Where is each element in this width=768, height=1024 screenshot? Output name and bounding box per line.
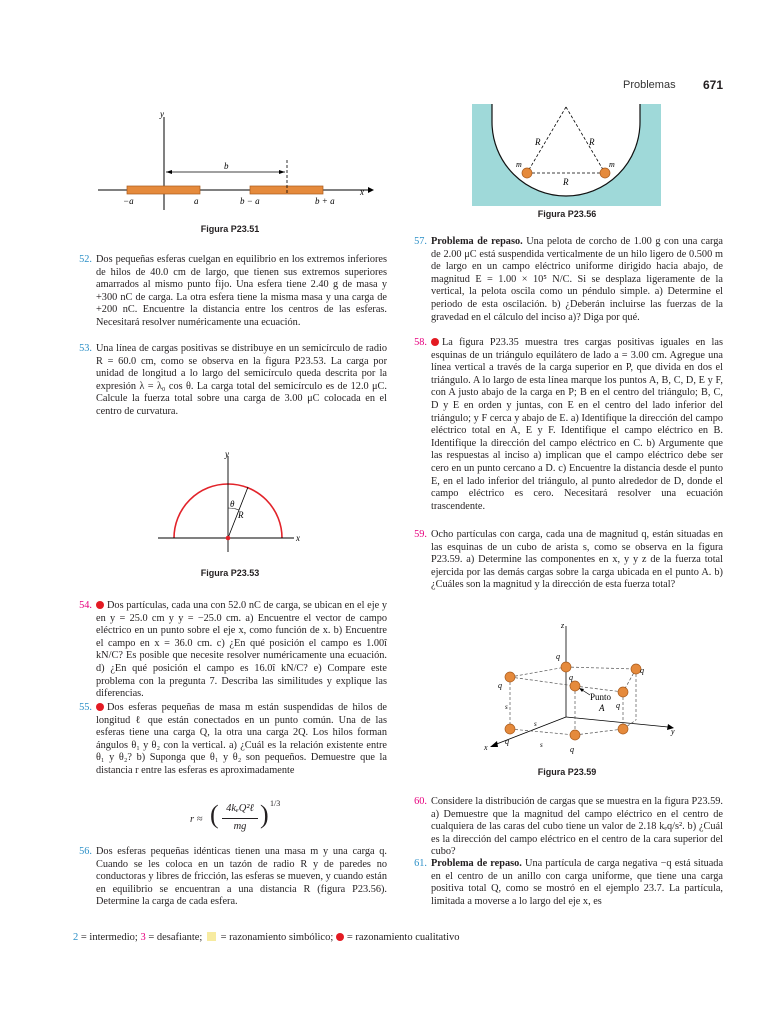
edge-label-s: s [505,703,508,711]
figure-p23-56 [468,104,665,206]
symbolic-reasoning-icon [207,932,216,941]
qualitative-reasoning-icon [431,338,439,346]
problem-53 [79,343,387,419]
axis-label-y: y [160,109,164,119]
problem-text: Ocho partículas con carga, cada una de magnitud q, están situadas en las esquinas de un cubo de arista s, como se observa en la figura P23.59. a) Determine las componentes en x, y y z de la fuerza total ejercida por las demás cargas sobre la carga ubicada en el punto A. b) ¿Cuáles son la magnitud y la dirección de esta fuerza total? [431,529,723,591]
problem-text: Una pelota de corcho de 1.00 g con una carga de 2.00 μC está suspendida verticalmente de un hilo ligero de 0.500 m de largo en un campo eléctrico uniforme dirigido hacia abajo, de magnitud E = 1.00 × 10⁵ N/C. Si se desplaza ligeramente de la vertical, la pelota oscila como un péndulo simple. a) Determine el periodo de esta oscilación. b) ¿Deberán incluirse las fuerzas de la gravedad en el cálculo del inciso a)? Diga por qué. [431,236,723,323]
problem-number: 60. [414,796,427,807]
axis-label-x: x [484,743,488,752]
charge-label: q [570,745,574,754]
problem-59 [414,529,723,592]
legend-challenging-number: 3 [140,932,146,943]
problem-55 [79,702,387,778]
formula-numerator: 4kₑQ²ℓ [226,803,254,814]
figure-p23-53 [150,446,310,558]
legend-intermediate-number: 2 [73,932,79,943]
problem-number: 54. [79,600,92,611]
problem-text: La figura P23.35 muestra tres cargas positivas iguales en las esquinas de un triángulo equilátero de lado a = 3.00 cm. Agregue una línea vertical a través de la carga superior en P, que divida en dos el triángulo. A lo largo de esta línea marque los puntos A, B, C, D, E y F, con A justo abajo de la carga en P; B en el centro del triángulo; B, C, D y E en orden y juntas, con E en el centro del lado inferior del triángulo; y F cerca y abajo de E. a) Identifique la dirección del campo eléctrico total en A, E y F. Identifique el campo eléctrico en B. Identifique la dirección del campo eléctrico en C. b) Argumente que las respuestas al inciso a) implican que el campo eléctrico debe ser cero en un punto cercano a D. c) Encuentre la distancia desde el punto E, en el lado inferior del triángulo, al punto alrededor de D, donde el campo eléctrico es cero. Necesitará resolver una ecuación trascendente. [431,337,723,512]
legend-symbolic: = razonamiento simbólico; [220,932,334,943]
problem-number: 56. [79,846,92,857]
problem-text: Considere la distribución de cargas que se muestra en la figura P23.59. a) Demuestre que la magnitud del campo eléctrico en el centro de cualquiera de las caras del cubo tiene un valor de 2.18 kₑq/s². b) ¿Cuál es la dirección del campo eléctrico en el centro de la cara superior del cubo? [431,796,723,858]
problem-56 [79,846,387,909]
tick-a: a [194,196,199,206]
charge-label: q [616,701,620,710]
axis-label-y: y [225,449,229,459]
tick-b-plus-a: b + a [315,196,335,206]
charge-label: q [556,652,560,661]
caption-p23-51: Figura P23.51 [200,224,260,234]
axis-label-x: x [360,187,364,197]
problem-text: Una partícula de carga negativa −q está situada en el centro de un anillo con carga uniforme, que tiene una carga positiva total Q, como se mostró en el ejemplo 23.7. La partícula, limitada a moverse a lo largo del eje x, es [431,858,724,907]
label-m-left: m [516,160,522,169]
formula-exponent: 1/3 [270,799,281,808]
tick-b-minus-a: b − a [240,196,260,206]
problem-title: Problema de repaso. [431,858,522,869]
qualitative-reasoning-icon [96,601,104,609]
problem-61 [414,858,724,908]
label-punto: Punto [590,692,612,702]
problem-number: 61. [414,858,427,869]
formula-denominator: mg [233,821,247,832]
label-b: b [224,161,229,171]
charge-label: q [569,673,573,682]
problem-text: Dos esferas pequeñas de masa m están suspendidas de hilos de longitud ℓ que están conectados en un punto común. Una de las esferas tiene una carga Q, la otra una carga 2Q. Los hilos forman ángulos θ₁ y θ₂ con la vertical. a) ¿Cuál es la relación existente entre θ₁ y θ₂? b) Suponga que θ₁ y θ₂ son pequeños. Demuestre que la distancia r entre las esferas es aproximadamente [96,702,387,776]
axis-label-z: z [561,622,565,630]
charge-label: q [640,666,644,675]
left-paren-icon: ( [210,800,219,829]
problem-58 [414,337,723,513]
figure-p23-59 [478,622,678,767]
problem-57 [414,236,723,324]
fraction-bar [222,818,258,819]
right-paren-icon: ) [260,800,269,829]
axis-label-x: x [296,533,300,543]
problem-number: 53. [79,343,92,354]
charge-label: q [498,681,502,690]
label-r-right: R [589,137,595,147]
problem-text: Una línea de cargas positivas se distribuye en un semicírculo de radio R = 60.0 cm, como se observa en la figura P23.53. La carga por unidad de longitud a lo largo del semicírculo queda descrita por la expresión λ = λ₀ cos θ. La carga total del semicírculo es de 12.0 μC. Calcule la fuerza total sobre una carga de 3.00 μC colocada en el centro de curvatura. [96,343,387,417]
problem-54 [79,600,387,701]
axis-label-y: y [671,727,675,736]
label-r: R [238,510,244,520]
label-point-a: A [599,703,605,713]
qualitative-reasoning-icon [96,703,104,711]
problem-number: 57. [414,236,427,247]
problem-number: 52. [79,254,92,265]
edge-label-s: s [540,741,543,749]
problem-60 [414,796,723,859]
formula-r [180,799,320,838]
label-m-right: m [609,160,615,169]
label-r-bottom: R [563,177,569,187]
problem-number: 58. [414,337,427,348]
label-r-left: R [535,137,541,147]
caption-p23-56: Figura P23.56 [537,209,597,219]
problem-number: 55. [79,702,92,713]
problem-text: Dos esferas pequeñas idénticas tienen una masa m y una carga q. Cuando se les coloca en un tazón de radio R y de paredes no conductoras y libres de fricción, las esferas se mueven, y cuando están en equilibrio se encuentran a una distancia R (figura P23.56). Determine la carga de cada esfera. [96,846,387,908]
tick-minus-a: −a [123,196,134,206]
caption-p23-53: Figura P23.53 [200,568,260,578]
qualitative-reasoning-icon [336,933,344,941]
charge-label: q [505,737,509,746]
legend [73,932,460,943]
edge-label-s: s [534,720,537,728]
problem-text: Dos partículas, cada una con 52.0 nC de carga, se ubican en el eje y en y = 25.0 cm y y = −25.0 cm. a) Encuentre el vector de campo eléctrico en un punto sobre el eje x, como función de x. b) Encuentre el campo en x = 36.0 cm. c) ¿En qué posición el campo es 1.00î kN/C? Es posible que necesite resolver numéricamente una ecuación. d) ¿En qué posición el campo es 16.0î kN/C? e) Compare este problema con la pregunta 7. Describa las similitudes y explique las diferencias. [96,600,387,700]
problem-title: Problema de repaso. [431,236,523,247]
legend-qualitative: = razonamiento cualitativo [346,932,460,943]
page-number: 671 [703,78,724,92]
section-title: Problemas [623,79,676,91]
legend-intermediate: = intermedio; [80,932,138,943]
problem-52 [79,254,387,330]
legend-challenging: = desafiante; [148,932,203,943]
label-theta: θ [230,499,235,509]
caption-p23-59: Figura P23.59 [537,767,597,777]
problem-number: 59. [414,529,427,540]
figure-p23-51 [90,105,380,215]
formula-lhs: r ≈ [190,814,203,825]
problem-text: Dos pequeñas esferas cuelgan en equilibrio en los extremos inferiores de hilos de 40.0 cm de largo, que tienen sus extremos superiores amarrados al mismo punto fijo. Una esfera tiene 2.40 g de masa y +300 nC de carga. La otra esfera tiene la misma masa y una carga de +200 nC. Encuentre la distancia entre los centros de las esferas. Necesitará resolver numéricamente una ecuación. [96,254,387,328]
